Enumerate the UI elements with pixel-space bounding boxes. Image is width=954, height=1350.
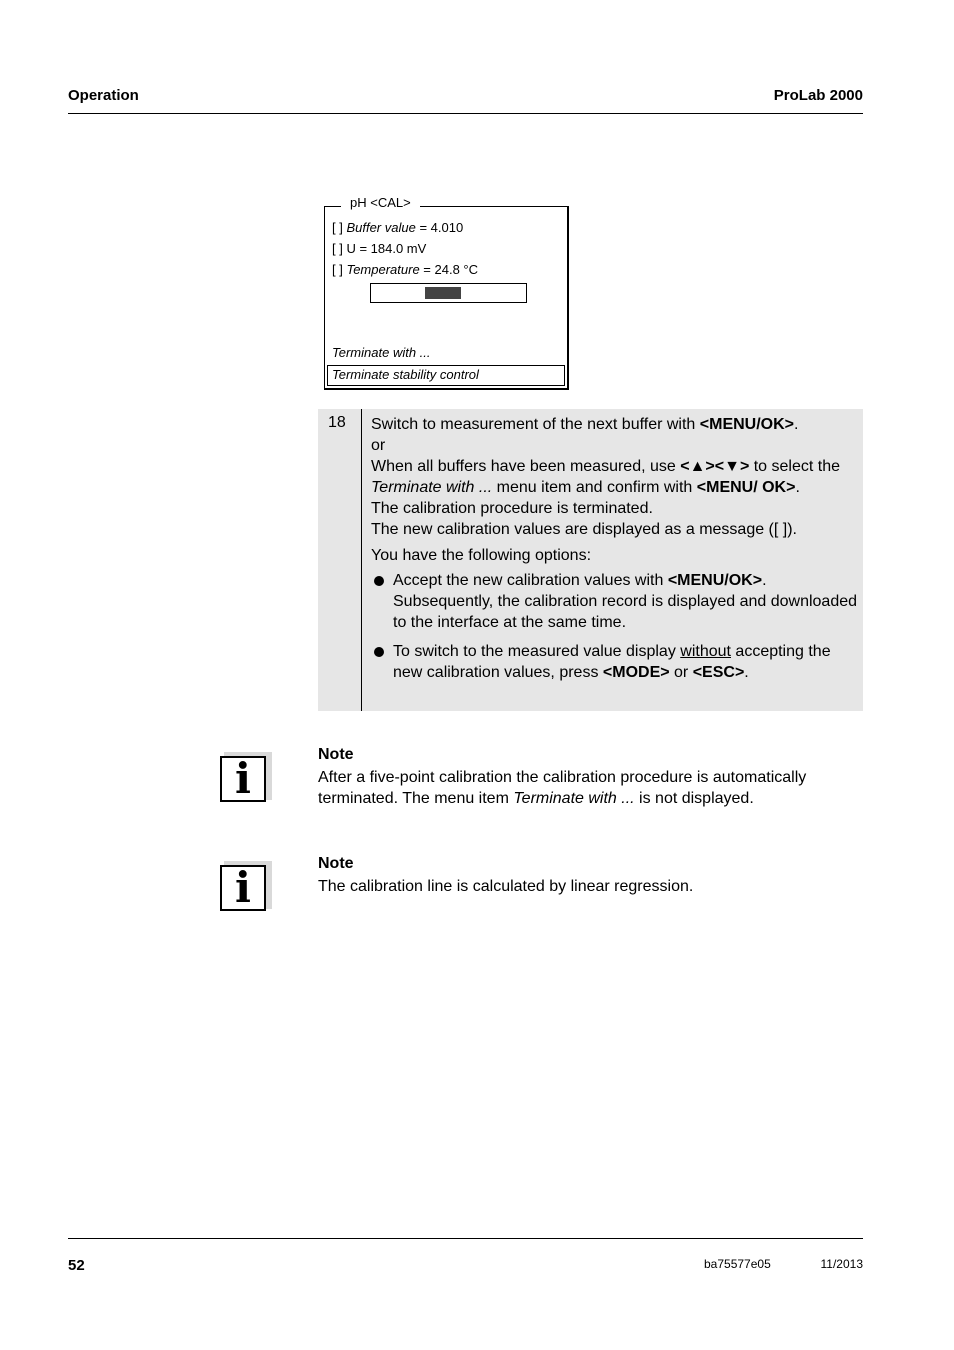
step-text-new-values: The new calibration values are displayed as a message ([ ]). [371, 521, 797, 538]
header-rule [68, 113, 863, 114]
display-title: pH <CAL> [341, 195, 420, 210]
step-content [371, 414, 857, 683]
display-voltage-line: [ ] U = 184.0 mV [332, 241, 427, 256]
display-selected-menu-item: Terminate stability control [327, 365, 565, 386]
note-1-text: After a five-point calibration the calibration procedure is automatically terminated. The menu item Terminate with ... is not displayed. [318, 769, 807, 807]
device-display [324, 206, 569, 390]
bullet-icon [374, 647, 384, 657]
stability-progress-bar [370, 283, 527, 303]
document-date: 11/2013 [820, 1257, 863, 1271]
page-number: 52 [68, 1257, 85, 1274]
stability-progress-fill [425, 287, 461, 299]
option-accept: Accept the new calibration values with <MENU/OK>. Subsequently, the calibration record is displayed and downloaded to the interface at the same time. [371, 570, 857, 633]
bullet-icon [374, 576, 384, 586]
document-number: ba75577e05 [704, 1257, 771, 1271]
header-section-title: Operation [68, 87, 139, 104]
step-text-terminated: The calibration procedure is terminated. [371, 500, 653, 517]
step-divider [361, 409, 362, 711]
step-text-next-buffer: Switch to measurement of the next buffer with <MENU/OK>. [371, 416, 799, 433]
header-product-name: ProLab 2000 [773, 87, 863, 104]
step-text-all-buffers: When all buffers have been measured, use <▲><▼> to select the Terminate with ... menu item and confirm with <MENU/ OK>. [371, 458, 840, 496]
display-temperature-line: [ ] Temperature = 24.8 °C [332, 262, 479, 277]
info-icon: i [220, 861, 272, 913]
note-2-text: The calibration line is calculated by linear regression. [318, 878, 694, 895]
step-text-options: You have the following options: [371, 547, 592, 564]
footer-rule [68, 1238, 863, 1239]
info-icon: i [220, 752, 272, 804]
display-buffer-line: [ ] Buffer value = 4.010 [332, 220, 464, 235]
step-options-list [371, 570, 857, 683]
step-text-or: or [371, 437, 386, 454]
display-menu-item-terminate: Terminate with ... [332, 345, 431, 360]
step-box [318, 409, 863, 711]
note-2-title: Note [318, 855, 354, 872]
step-number: 18 [328, 414, 346, 431]
note-1-title: Note [318, 746, 354, 763]
option-discard: To switch to the measured value display without accepting the new calibration values, press <MODE> or <ESC>. [371, 641, 857, 683]
